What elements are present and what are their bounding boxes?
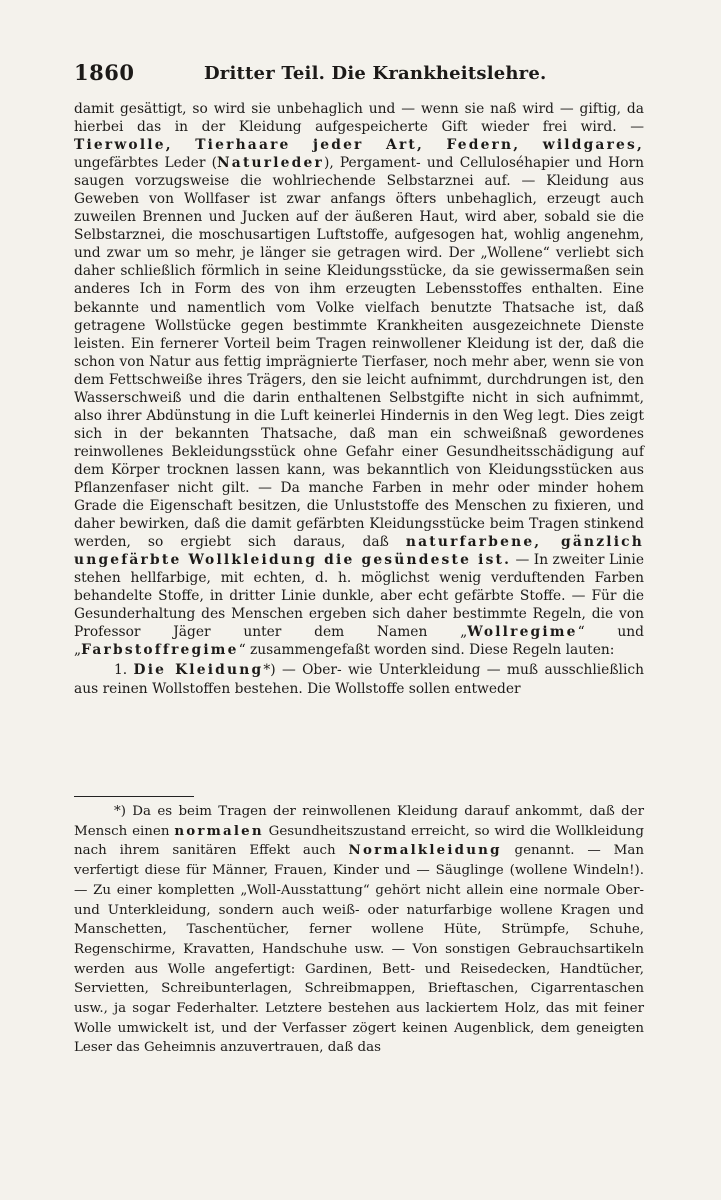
text-run: *) — Ober- wie Unterkleidung — muß ausschließlich aus reinen Wollstoffen bestehen. Die Wollstoffe sollen entweder (74, 662, 644, 697)
text-run: “ zusammengefaßt worden sind. Diese Regeln lauten: (238, 642, 615, 659)
emphasis-run: Naturleder (217, 155, 324, 172)
footnote-paragraph (74, 802, 644, 1058)
footnote (74, 802, 644, 1058)
emphasis-run: Wollregime (467, 624, 578, 641)
body-text (74, 100, 644, 698)
text-run: damit gesättigt, so wird sie unbehaglich und — wenn sie naß wird — giftig, da hierbei das in der Kleidung aufgespeicherte Gift wieder frei wird. — (74, 101, 644, 136)
text-run: ungefärbtes Leder ( (74, 155, 217, 172)
text-run: Gesundheitszustand erreicht, so wird die Wollkleidung nach ihrem sanitären Effekt auch (74, 823, 644, 859)
text-run: “ und „ (74, 624, 645, 659)
footnote-divider (74, 796, 194, 797)
text-run: *) Da es beim Tragen der reinwollenen Kleidung darauf ankommt, daß der Mensch einen (74, 804, 644, 839)
emphasis-run: naturfarbene, gänzlich ungefärbte Wollkleidung die gesündeste ist. (74, 534, 644, 569)
running-head: Dritter Teil. Die Krankheitslehre. (204, 63, 547, 84)
text-run: ), Pergament- und Celluloséhapier und Horn saugen vorzugsweise die wohlriechende Selbstarznei auf. — Kleidung aus Geweben von Wollfaser ist zwar anfangs öfters unbehaglich, erzeugt auch zuweilen Brennen und Jucken auf der äußeren Haut, wird aber, sobald sie die Selbstarznei, die moschusartigen Luftstoffe, aufgesogen hat, wohlig angenehm, und zwar um so mehr, je länger sie getragen wird. Der „Wollene“ verliebt sich daher schließlich förmlich in seine Kleidungsstücke, da sie gewissermaßen sein anderes Ich in Form des von ihm erzeugten Lebensstoffes enthalten. Eine bekannte und namentlich vom Volke vielfach benutzte Thatsache ist, daß getragene Wollstücke gegen bestimmte Krankheiten ausgezeichnete Dienste leisten. Ein fernerer Vorteil beim Tragen reinwollener Kleidung ist der, daß die schon von Natur aus fettig imprägnierte Tierfaser, noch mehr aber, wenn sie von dem Fettschweiße ihres Trägers, den sie leicht aufnimmt, durchdrungen ist, den Wasserschweiß und die darin enthaltenen Selbstgifte nicht in sich aufnimmt, also ihrer Abdünstung in die Luft keinerlei Hindernis in den Weg legt. Dies zeigt sich in der bekannten Thatsache, daß man ein schweißnaß gewordenes reinwollenes Bekleidungsstück ohne Gefahr einer Gesundheitsschädigung auf dem Körper trocknen lassen kann, was bekanntlich von Kleidungsstücken aus Pflanzenfaser nicht gilt. — Da manche Farben in mehr oder minder hohem Grade die Eigenschaft besitzen, die Unluststoffe des Menschen zu fixieren, und daher bewirken, daß die damit gefärbten Kleidungsstücke beim Tragen stinkend werden, so ergiebt sich daraus, daß (74, 155, 645, 551)
emphasis-run: Die Kleidung (133, 662, 264, 679)
text-run: — In zweiter Linie stehen hellfarbige, mit echten, d. h. möglichst wenig verduftenden Farben behandelte Stoffe, in dritter Linie dunkle, aber echt gefärbte Stoffe. — Für die Gesunderhaltung des Menschen ergeben sich daher bestimmte Regeln, die von Professor Jäger unter dem Namen „ (74, 552, 644, 641)
rule-item-1 (74, 661, 644, 697)
page-header (74, 60, 646, 90)
emphasis-run: normalen (174, 822, 264, 839)
main-paragraph (74, 100, 644, 659)
emphasis-run: Farbstoffregime (81, 642, 239, 659)
emphasis-run: Tierwolle, Tierhaare jeder Art, Federn, wildgares, (74, 137, 644, 154)
item-number: 1. (114, 662, 134, 679)
text-run: genannt. — Man verfertigt diese für Männer, Frauen, Kinder und — Säuglinge (wollene Windeln!). — Zu einer kompletten „Woll-Ausstattung“ gehört nicht allein eine normale Ober- und Unterkleidung, sondern auch weiß- oder naturfarbige wollene Kragen und Manschetten, Taschentücher, ferner wollene Hüte, Strümpfe, Schuhe, Regenschirme, Kravatten, Handschuhe usw. — Von sonstigen Gebrauchsartikeln werden aus Wolle angefertigt: Gardinen, Bett- und Reisedecken, Handtücher, Servietten, Schreibunterlagen, Schreibmappen, Brieftaschen, Cigarrentaschen usw., ja sogar Federhalter. Letztere bestehen aus lackiertem Holz, das mit feiner Wolle umwickelt ist, und der Verfasser zögert keinen Augenblick, dem geneigten Leser das Geheimnis anzuvertrauen, daß das (74, 843, 645, 1056)
emphasis-run: Normalkleidung (348, 842, 502, 859)
page-number: 1860 (74, 60, 135, 85)
